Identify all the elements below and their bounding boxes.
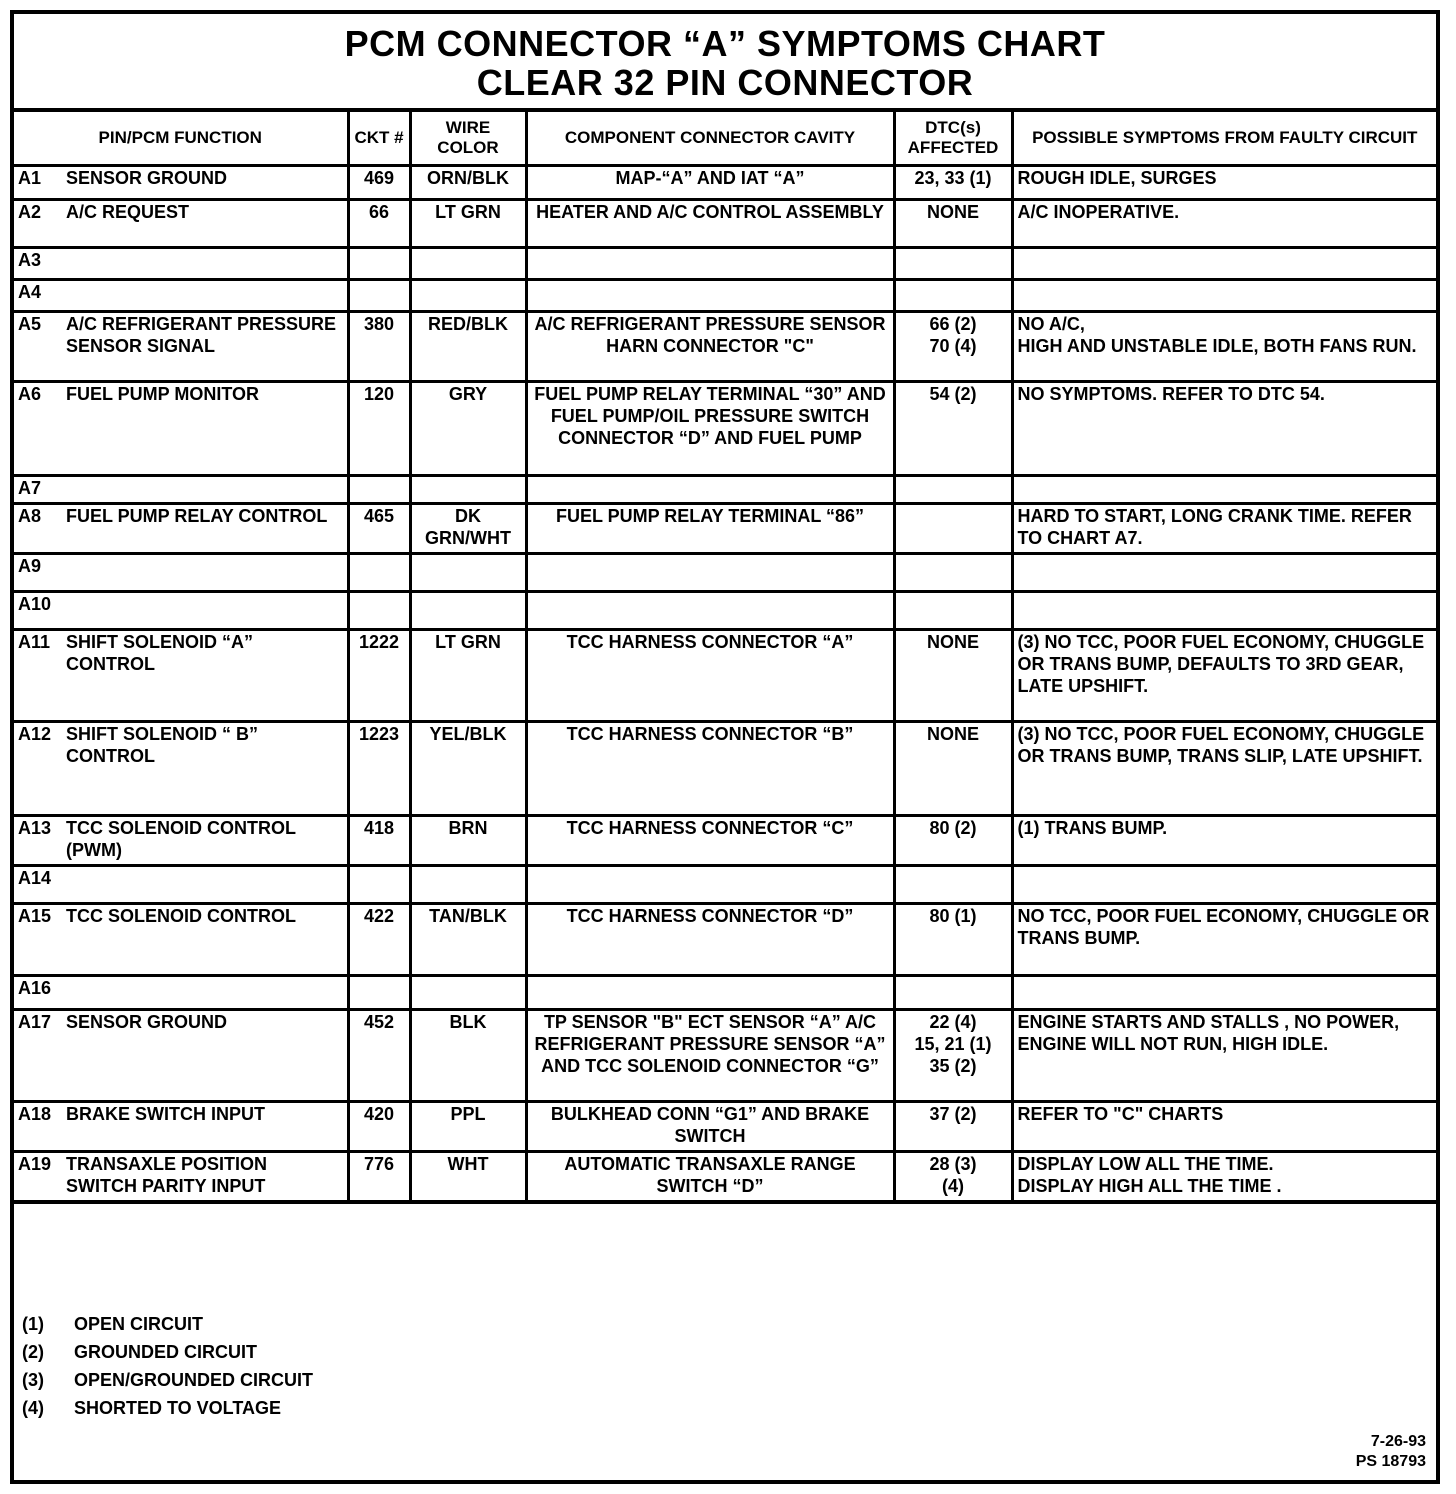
table-row [14, 382, 1436, 476]
pin-id: A19 [18, 1154, 52, 1174]
dtc-affected [894, 866, 1012, 904]
pin-id: A13 [18, 818, 52, 838]
pin-function-cell [14, 504, 348, 554]
pin-function: SHIFT SOLENOID “ B” CONTROL [66, 724, 259, 766]
symptoms-chart-sheet [10, 10, 1440, 1484]
dtc-affected: 54 (2) [894, 382, 1012, 476]
ckt-number [348, 554, 410, 592]
header-ckt: CKT # [348, 112, 410, 166]
pin-function: SENSOR GROUND [66, 168, 228, 188]
ckt-number: 465 [348, 504, 410, 554]
footnote-number: (1) [22, 1314, 44, 1334]
pin-function: TCC SOLENOID CONTROL (PWM) [66, 818, 296, 860]
pin-id: A12 [18, 724, 52, 744]
pin-function-cell [14, 382, 348, 476]
document-reference [1356, 1432, 1426, 1472]
pin-id: A17 [18, 1012, 52, 1032]
pin-function [66, 593, 343, 615]
dtc-affected [894, 248, 1012, 280]
possible-symptoms: NO SYMPTOMS. REFER TO DTC 54. [1012, 382, 1436, 476]
possible-symptoms [1012, 866, 1436, 904]
pin-id: A5 [18, 314, 42, 334]
table-row [14, 1102, 1436, 1152]
footnote-text: SHORTED TO VOLTAGE [74, 1398, 282, 1418]
dtc-affected: NONE [894, 722, 1012, 816]
pin-function-cell [14, 554, 348, 592]
pin-function-cell [14, 200, 348, 248]
wire-color: WHT [410, 1152, 526, 1202]
dtc-affected [894, 976, 1012, 1010]
table-row [14, 630, 1436, 722]
possible-symptoms: A/C INOPERATIVE. [1012, 200, 1436, 248]
pin-function: SENSOR GROUND [66, 1012, 228, 1032]
footnote-number: (3) [22, 1370, 44, 1390]
header-possible-symptoms: POSSIBLE SYMPTOMS FROM FAULTY CIRCUIT [1012, 112, 1436, 166]
possible-symptoms [1012, 976, 1436, 1010]
pin-id: A7 [18, 478, 42, 498]
pin-function-cell [14, 1152, 348, 1202]
pin-id: A4 [18, 282, 42, 302]
dtc-affected [894, 592, 1012, 630]
title-line-2: CLEAR 32 PIN CONNECTOR [476, 62, 974, 103]
table-row [14, 592, 1436, 630]
table-row [14, 866, 1436, 904]
document-date: 7-26-93 [1370, 1433, 1426, 1450]
pin-id: A8 [18, 506, 42, 526]
title-line-1: PCM CONNECTOR “A” SYMPTOMS CHART [344, 23, 1106, 64]
table-row [14, 280, 1436, 312]
ckt-number: 418 [348, 816, 410, 866]
possible-symptoms: (3) NO TCC, POOR FUEL ECONOMY, CHUGGLE OR TRANS BUMP, TRANS SLIP, LATE UPSHIFT. [1012, 722, 1436, 816]
component-cavity: TP SENSOR "B" ECT SENSOR “A” A/C REFRIGERANT PRESSURE SENSOR “A” AND TCC SOLENOID CONNECTOR “G” [526, 1010, 894, 1102]
pin-function-cell [14, 312, 348, 382]
ckt-number [348, 476, 410, 504]
dtc-affected: 22 (4) 15, 21 (1) 35 (2) [894, 1010, 1012, 1102]
wire-color: PPL [410, 1102, 526, 1152]
wire-color [410, 476, 526, 504]
pin-function-cell [14, 816, 348, 866]
table-row [14, 976, 1436, 1010]
dtc-affected: NONE [894, 200, 1012, 248]
ckt-number [348, 280, 410, 312]
ckt-number: 380 [348, 312, 410, 382]
footnote-text: OPEN CIRCUIT [74, 1314, 204, 1334]
pin-function-cell [14, 592, 348, 630]
ckt-number: 420 [348, 1102, 410, 1152]
pin-id: A11 [18, 632, 51, 652]
pin-function-cell [14, 866, 348, 904]
table-row [14, 554, 1436, 592]
ckt-number: 1222 [348, 630, 410, 722]
table-row [14, 504, 1436, 554]
possible-symptoms: (3) NO TCC, POOR FUEL ECONOMY, CHUGGLE OR TRANS BUMP, DEFAULTS TO 3RD GEAR, LATE UPSHIFT. [1012, 630, 1436, 722]
pin-function: A/C REFRIGERANT PRESSURE SENSOR SIGNAL [66, 314, 337, 356]
dtc-affected: 28 (3) (4) [894, 1152, 1012, 1202]
footnote [22, 1394, 313, 1422]
wire-color: BLK [410, 1010, 526, 1102]
pin-id: A14 [18, 868, 52, 888]
pin-function: FUEL PUMP RELAY CONTROL [66, 506, 328, 526]
pin-id: A6 [18, 384, 42, 404]
component-cavity [526, 248, 894, 280]
component-cavity [526, 554, 894, 592]
header-row [14, 112, 1436, 166]
component-cavity [526, 280, 894, 312]
pin-function-cell [14, 166, 348, 200]
pin-id: A3 [18, 250, 42, 270]
wire-color [410, 248, 526, 280]
dtc-affected: 37 (2) [894, 1102, 1012, 1152]
wire-color: YEL/BLK [410, 722, 526, 816]
dtc-affected: 80 (2) [894, 816, 1012, 866]
header-dtc-affected: DTC(s) AFFECTED [894, 112, 1012, 166]
component-cavity: TCC HARNESS CONNECTOR “A” [526, 630, 894, 722]
pin-id: A2 [18, 202, 42, 222]
possible-symptoms: ENGINE STARTS AND STALLS , NO POWER, ENGINE WILL NOT RUN, HIGH IDLE. [1012, 1010, 1436, 1102]
possible-symptoms: REFER TO "C" CHARTS [1012, 1102, 1436, 1152]
possible-symptoms: (1) TRANS BUMP. [1012, 816, 1436, 866]
component-cavity: MAP-“A” AND IAT “A” [526, 166, 894, 200]
pin-function: TRANSAXLE POSITION SWITCH PARITY INPUT [66, 1154, 268, 1196]
table-row [14, 200, 1436, 248]
wire-color: ORN/BLK [410, 166, 526, 200]
footnote-number: (4) [22, 1398, 44, 1418]
footnote-number: (2) [22, 1342, 44, 1362]
table-body [14, 166, 1436, 1202]
ckt-number [348, 248, 410, 280]
wire-color: LT GRN [410, 200, 526, 248]
pin-function: TCC SOLENOID CONTROL [66, 906, 296, 926]
pin-function: SHIFT SOLENOID “A” CONTROL [66, 632, 254, 674]
component-cavity [526, 976, 894, 1010]
pin-function [66, 977, 343, 999]
header-wire-color: WIRE COLOR [410, 112, 526, 166]
dtc-affected: NONE [894, 630, 1012, 722]
ckt-number: 469 [348, 166, 410, 200]
pin-function: A/C REQUEST [66, 202, 190, 222]
table-row [14, 722, 1436, 816]
pin-function-cell [14, 904, 348, 976]
pin-function [66, 281, 343, 303]
pin-function [66, 249, 343, 271]
possible-symptoms [1012, 476, 1436, 504]
component-cavity [526, 592, 894, 630]
pin-function-cell [14, 976, 348, 1010]
wire-color: BRN [410, 816, 526, 866]
footnotes [22, 1310, 313, 1422]
component-cavity: TCC HARNESS CONNECTOR “B” [526, 722, 894, 816]
wire-color: TAN/BLK [410, 904, 526, 976]
document-id: PS 18793 [1355, 1453, 1426, 1470]
dtc-affected: 80 (1) [894, 904, 1012, 976]
ckt-number: 120 [348, 382, 410, 476]
ckt-number [348, 866, 410, 904]
ckt-number [348, 976, 410, 1010]
pin-function: FUEL PUMP MONITOR [66, 384, 260, 404]
wire-color: GRY [410, 382, 526, 476]
possible-symptoms [1012, 554, 1436, 592]
pin-function-cell [14, 630, 348, 722]
pin-function [66, 477, 343, 499]
pin-function-cell [14, 280, 348, 312]
pin-function-cell [14, 476, 348, 504]
pin-function: BRAKE SWITCH INPUT [66, 1104, 265, 1124]
possible-symptoms: HARD TO START, LONG CRANK TIME. REFER TO CHART A7. [1012, 504, 1436, 554]
wire-color [410, 554, 526, 592]
possible-symptoms [1012, 280, 1436, 312]
dtc-affected [894, 280, 1012, 312]
ckt-number: 422 [348, 904, 410, 976]
ckt-number: 66 [348, 200, 410, 248]
footnote [22, 1338, 313, 1366]
pin-id: A15 [18, 906, 52, 926]
table-row [14, 816, 1436, 866]
wire-color [410, 592, 526, 630]
header-component-cavity: COMPONENT CONNECTOR CAVITY [526, 112, 894, 166]
footnote [22, 1366, 313, 1394]
footnote-text: GROUNDED CIRCUIT [74, 1342, 257, 1362]
component-cavity [526, 476, 894, 504]
component-cavity: FUEL PUMP RELAY TERMINAL “86” [526, 504, 894, 554]
component-cavity: A/C REFRIGERANT PRESSURE SENSOR HARN CONNECTOR "C" [526, 312, 894, 382]
component-cavity: HEATER AND A/C CONTROL ASSEMBLY [526, 200, 894, 248]
table-row [14, 476, 1436, 504]
component-cavity [526, 866, 894, 904]
pin-function [66, 555, 343, 577]
pin-id: A10 [18, 594, 52, 614]
component-cavity: TCC HARNESS CONNECTOR “D” [526, 904, 894, 976]
possible-symptoms [1012, 592, 1436, 630]
pin-function-cell [14, 722, 348, 816]
table-row [14, 1010, 1436, 1102]
dtc-affected [894, 554, 1012, 592]
pin-id: A9 [18, 556, 42, 576]
wire-color: DK GRN/WHT [410, 504, 526, 554]
possible-symptoms: NO TCC, POOR FUEL ECONOMY, CHUGGLE OR TRANS BUMP. [1012, 904, 1436, 976]
wire-color [410, 976, 526, 1010]
wire-color [410, 280, 526, 312]
footnote [22, 1310, 313, 1338]
chart-title [14, 14, 1436, 112]
table-row [14, 1152, 1436, 1202]
wire-color [410, 866, 526, 904]
table-row [14, 166, 1436, 200]
dtc-affected [894, 504, 1012, 554]
symptoms-table [14, 112, 1436, 1204]
possible-symptoms: ROUGH IDLE, SURGES [1012, 166, 1436, 200]
pin-function-cell [14, 1102, 348, 1152]
pin-id: A16 [18, 978, 52, 998]
dtc-affected [894, 476, 1012, 504]
ckt-number: 776 [348, 1152, 410, 1202]
possible-symptoms: NO A/C, HIGH AND UNSTABLE IDLE, BOTH FANS RUN. [1012, 312, 1436, 382]
ckt-number: 452 [348, 1010, 410, 1102]
ckt-number: 1223 [348, 722, 410, 816]
possible-symptoms: DISPLAY LOW ALL THE TIME. DISPLAY HIGH ALL THE TIME . [1012, 1152, 1436, 1202]
possible-symptoms [1012, 248, 1436, 280]
component-cavity: TCC HARNESS CONNECTOR “C” [526, 816, 894, 866]
table-row [14, 248, 1436, 280]
dtc-affected: 23, 33 (1) [894, 166, 1012, 200]
pin-function [66, 867, 343, 889]
pin-id: A1 [18, 168, 42, 188]
dtc-affected: 66 (2) 70 (4) [894, 312, 1012, 382]
ckt-number [348, 592, 410, 630]
table-row [14, 312, 1436, 382]
pin-function-cell [14, 1010, 348, 1102]
wire-color: LT GRN [410, 630, 526, 722]
wire-color: RED/BLK [410, 312, 526, 382]
component-cavity: FUEL PUMP RELAY TERMINAL “30” AND FUEL PUMP/OIL PRESSURE SWITCH CONNECTOR “D” AND FUEL PUMP [526, 382, 894, 476]
footnote-text: OPEN/GROUNDED CIRCUIT [74, 1370, 314, 1390]
pin-id: A18 [18, 1104, 52, 1124]
header-pin-function: PIN/PCM FUNCTION [14, 112, 348, 166]
component-cavity: AUTOMATIC TRANSAXLE RANGE SWITCH “D” [526, 1152, 894, 1202]
component-cavity: BULKHEAD CONN “G1” AND BRAKE SWITCH [526, 1102, 894, 1152]
table-row [14, 904, 1436, 976]
pin-function-cell [14, 248, 348, 280]
